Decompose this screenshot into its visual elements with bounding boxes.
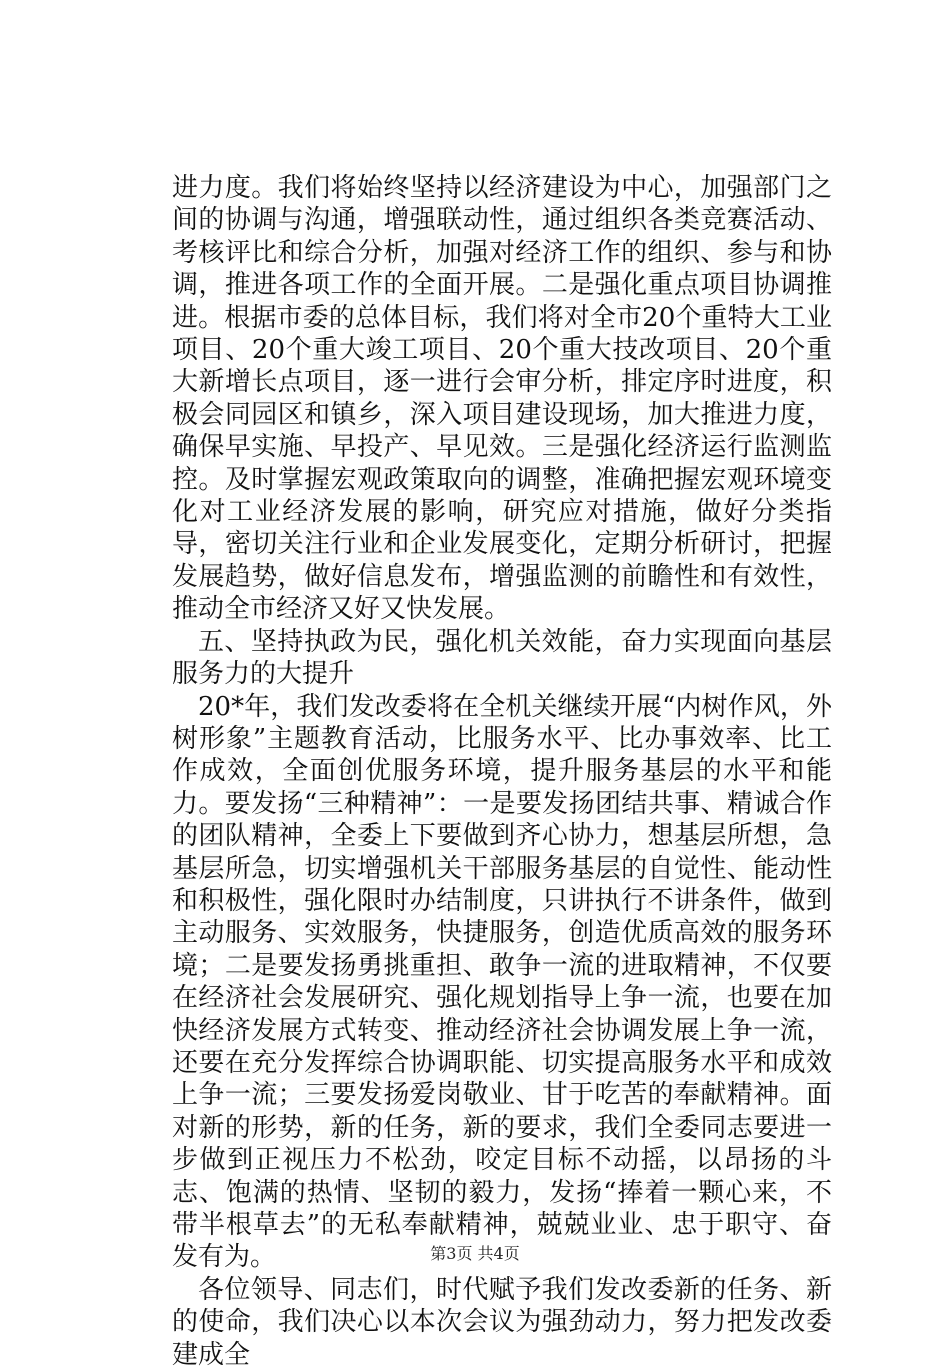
paragraph-closing: 各位领导、同志们，时代赋予我们发改委新的任务、新的使命，我们决心以本次会议为强劲动力，努力把发改委建成全 (172, 1274, 832, 1370)
section-heading-five: 五、坚持执政为民，强化机关效能，奋力实现面向基层服务力的大提升 (172, 626, 832, 690)
page-footer: 第3页 共4页 (430, 1244, 520, 1263)
paragraph-continuation: 进力度。我们将始终坚持以经济建设为中心，加强部门之间的协调与沟通，增强联动性，通过组织各类竞赛活动、考核评比和综合分析，加强对经济工作的组织、参与和协调，推进各项工作的全面开展。二是强化重点项目协调推进。根据市委的总体目标，我们将对全市20个重特大工业项目、20个重大竣工项目、20个重大技改项目、20个重大新增长点项目，逐一进行会审分析，排定序时进度，积极会同园区和镇乡，深入项目建设现场，加大推进力度，确保早实施、早投产、早见效。三是强化经济运行监测监控。及时掌握宏观政策取向的调整，准确把握宏观环境变化对工业经济发展的影响，研究应对措施，做好分类指导，密切关注行业和企业发展变化，定期分析研讨，把握发展趋势，做好信息发布，增强监测的前瞻性和有效性，推动全市经济又好又快发展。 (172, 173, 832, 625)
paragraph-service-spirit: 20*年，我们发改委将在全机关继续开展“内树作风，外树形象”主题教育活动，比服务水平、比办事效率、比工作成效，全面创优服务环境，提升服务基层的水平和能力。要发扬“三种精神”：一是要发扬团结共事、精诚合作的团队精神，全委上下要做到齐心协力，想基层所想，急基层所急，切实增强机关干部服务基层的自觉性、能动性和积极性，强化限时办结制度，只讲执行不讲条件，做到主动服务、实效服务，快捷服务，创造优质高效的服务环境；二是要发扬勇挑重担、敢争一流的进取精神，不仅要在经济社会发展研究、强化规划指导上争一流，也要在加快经济发展方式转变、推动经济社会协调发展上争一流，还要在充分发挥综合协调职能、切实提高服务水平和成效上争一流；三要发扬爱岗敬业、甘于吃苦的奉献精神。面对新的形势，新的任务，新的要求，我们全委同志要进一步做到正视压力不松劲，咬定目标不动摇，以昂扬的斗志、饱满的热情、坚韧的毅力，发扬“捧着一颗心来，不带半根草去”的无私奉献精神，兢兢业业、忠于职守、奋发有为。 (172, 691, 832, 1273)
document-body (172, 172, 832, 1371)
